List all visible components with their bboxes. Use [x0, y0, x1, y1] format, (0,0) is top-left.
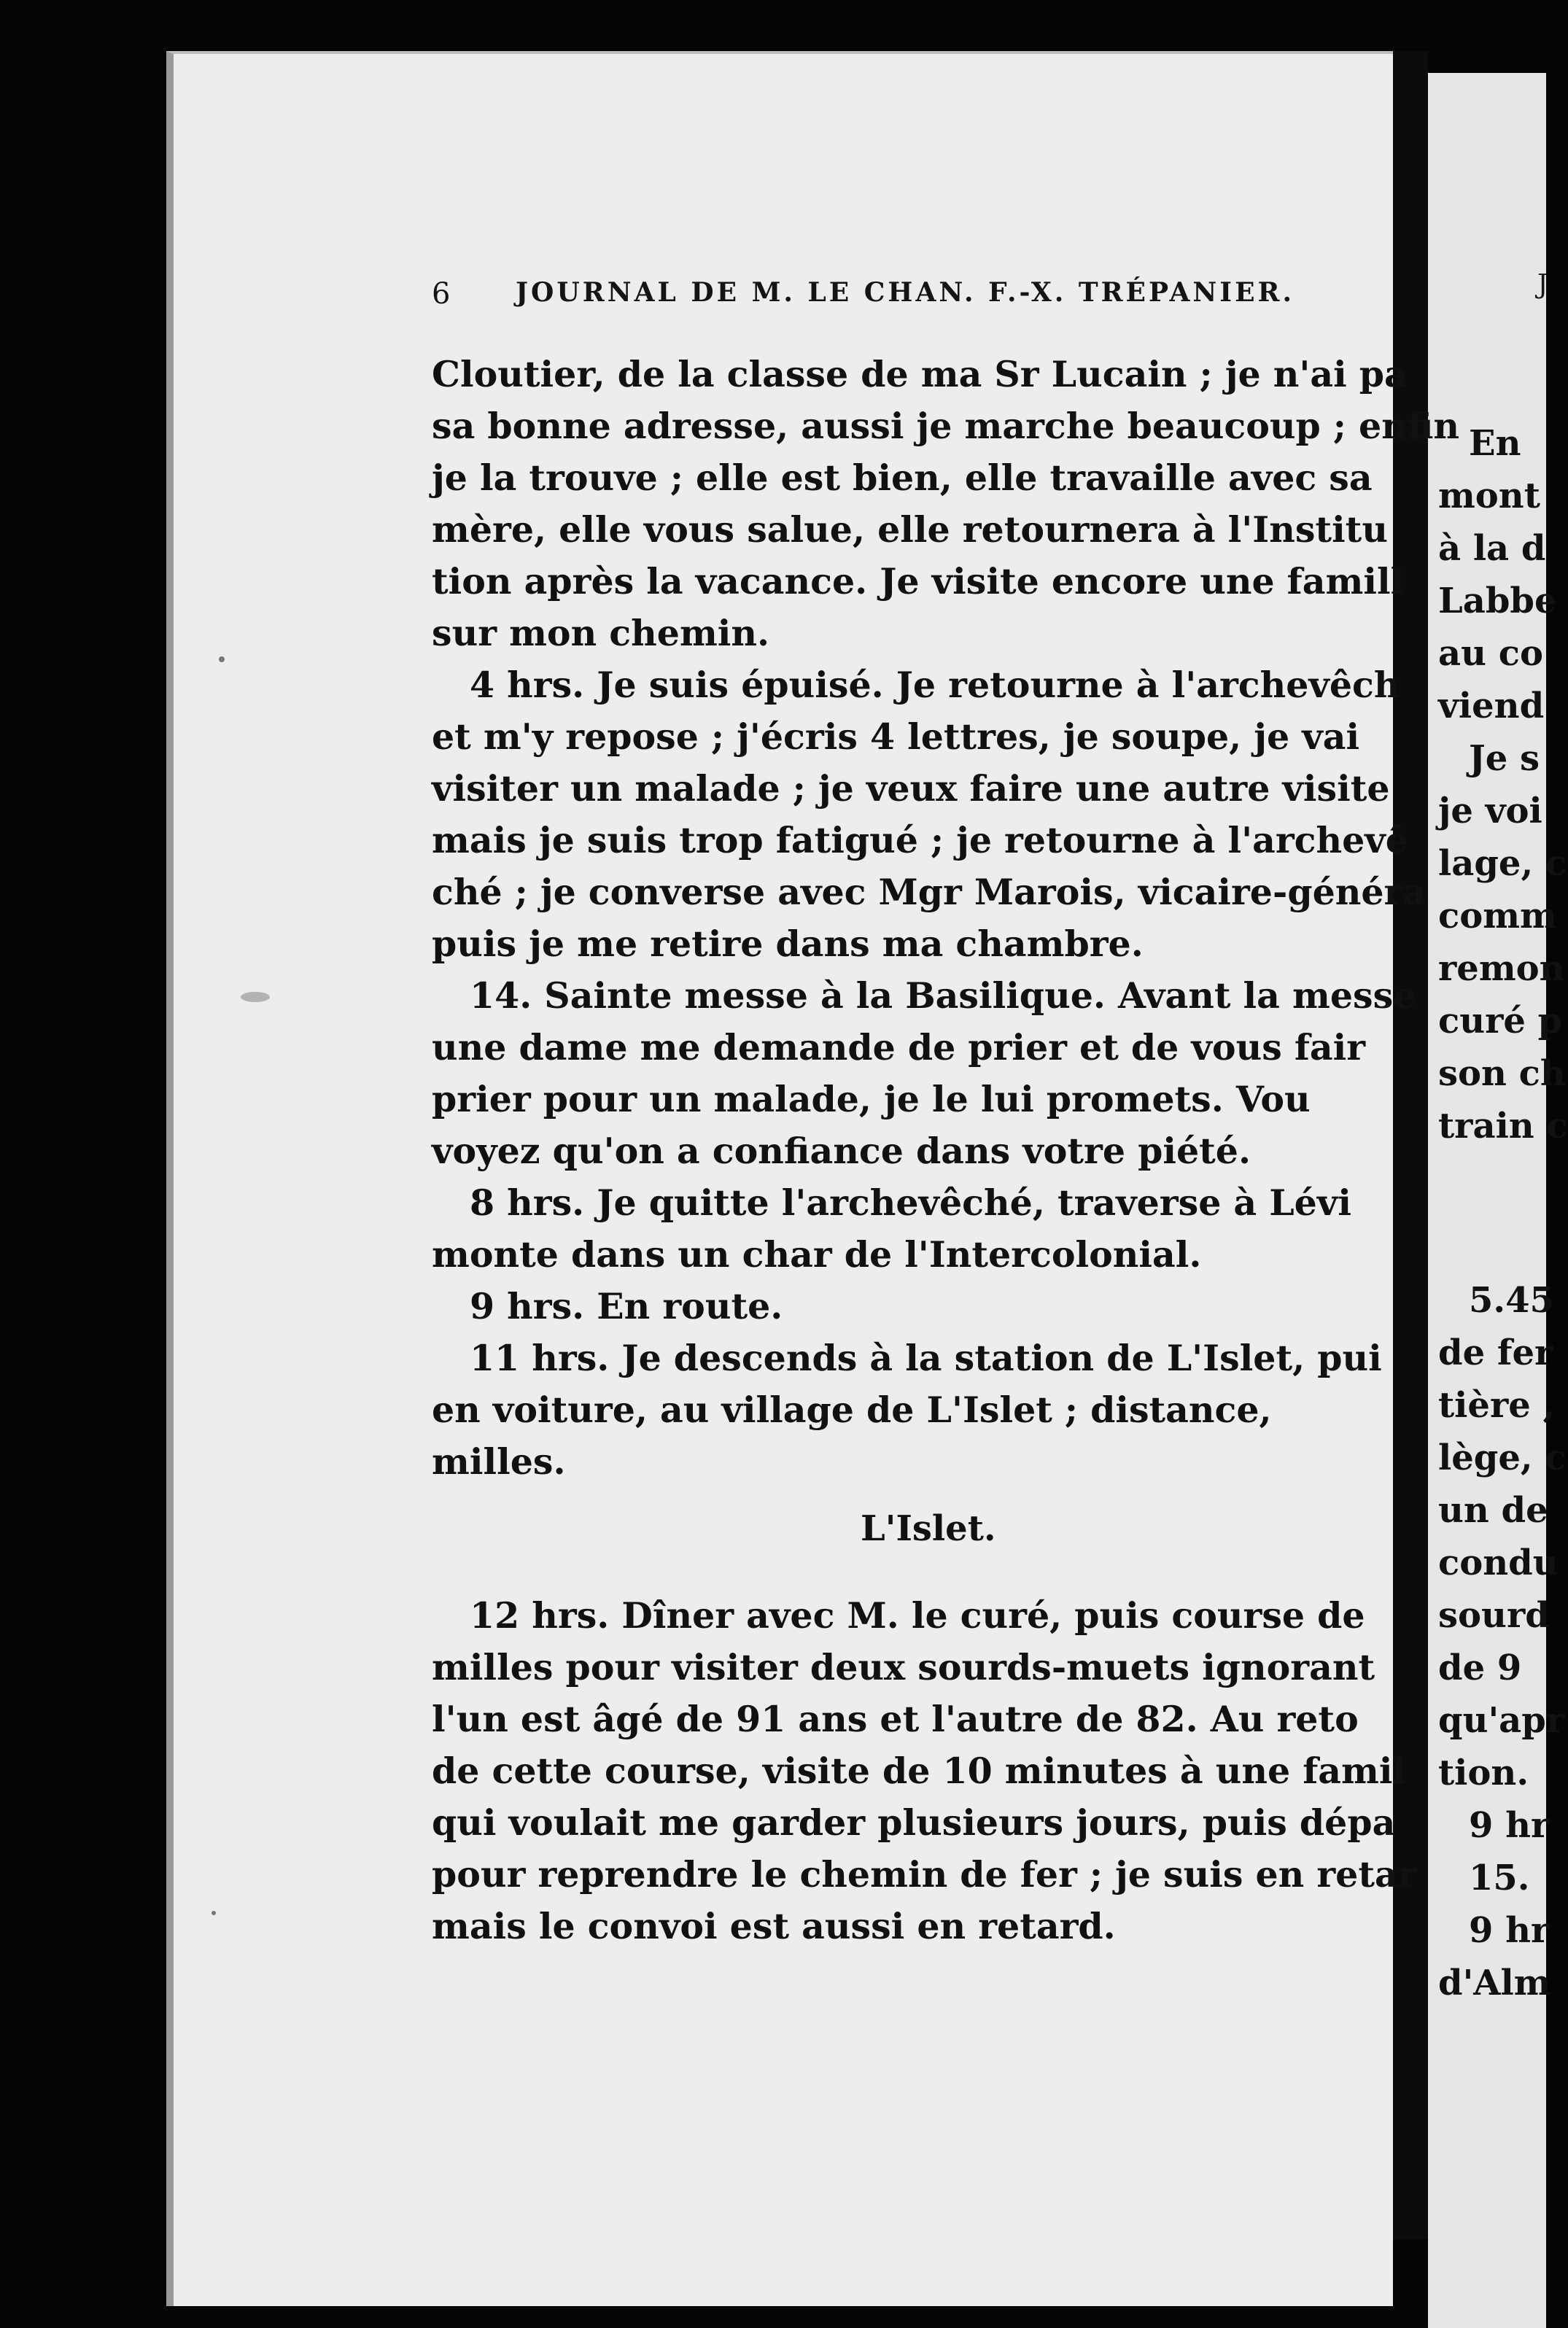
right-text-line: condu: [1438, 1543, 1559, 1583]
page-number: 6: [432, 277, 454, 311]
right-text-line: train c: [1438, 1106, 1568, 1146]
text-line: en voiture, au village de L'Islet ; distance,: [432, 1389, 1272, 1431]
text-line: visiter un malade ; je veux faire une autre visite: [432, 767, 1390, 810]
right-text-line: d'Alm: [1438, 1963, 1551, 2003]
right-text-line: son ch: [1438, 1053, 1566, 1094]
right-text-line: lage, c: [1438, 843, 1567, 884]
right-text-line: lège, c: [1438, 1437, 1567, 1478]
text-line: 11 hrs. Je descends à la station de L'Islet, pui: [470, 1337, 1382, 1379]
text-line: 9 hrs. En route.: [470, 1285, 783, 1327]
right-text-line: tière ,: [1438, 1385, 1556, 1426]
left-page-text: [432, 343, 1460, 2020]
right-text-line: de 9: [1438, 1648, 1522, 1688]
right-text-line: 9 hr: [1469, 1805, 1550, 1846]
right-text-line: qu'apr: [1438, 1700, 1565, 1741]
right-text-line: de fer: [1438, 1332, 1553, 1373]
right-text-line: remon: [1438, 948, 1565, 989]
text-line: milles pour visiter deux sourds-muets ignorant: [432, 1646, 1375, 1688]
right-text-line: Labbe: [1438, 581, 1557, 621]
right-text-line: En: [1469, 423, 1521, 464]
right-text-line: mont: [1438, 476, 1540, 516]
right-text-line: je voi: [1438, 791, 1542, 831]
right-text-line: 5.45: [1469, 1280, 1554, 1321]
right-text-line: 9 hr: [1469, 1910, 1550, 1951]
text-line: monte dans un char de l'Intercolonial.: [432, 1233, 1202, 1276]
right-text-line: comm: [1438, 896, 1557, 936]
text-line: ché ; je converse avec Mgr Marois, vicaire-généra: [432, 871, 1427, 913]
right-running-head: J: [1537, 270, 1548, 300]
right-text-line: curé p: [1438, 1001, 1563, 1041]
text-line: 4 hrs. Je suis épuisé. Je retourne à l'archevêch: [470, 664, 1400, 706]
right-text-line: au co: [1438, 633, 1543, 674]
text-line: pour reprendre le chemin de fer ; je suis en retar: [432, 1853, 1417, 1896]
right-text-line: un de: [1438, 1490, 1548, 1531]
text-line: qui voulait me garder plusieurs jours, puis dépa: [432, 1801, 1396, 1844]
text-line: puis je me retire dans ma chambre.: [432, 923, 1144, 965]
scan-speck: [241, 992, 270, 1002]
right-text-line: Je s: [1469, 738, 1540, 779]
text-line: sa bonne adresse, aussi je marche beaucoup ; enfin: [432, 405, 1460, 447]
text-line: Cloutier, de la classe de ma Sr Lucain ; je n'ai pa: [432, 353, 1408, 395]
text-line: l'un est âgé de 91 ans et l'autre de 82. Au reto: [432, 1698, 1359, 1740]
text-line: 12 hrs. Dîner avec M. le curé, puis course de: [470, 1594, 1365, 1637]
right-text-line: sourd: [1438, 1595, 1550, 1636]
right-text-line: 15.: [1469, 1858, 1530, 1898]
text-line: tion après la vacance. Je visite encore une famill: [432, 560, 1405, 602]
section-heading: L'Islet.: [861, 1508, 996, 1549]
right-text-line: viend: [1438, 686, 1545, 726]
text-line: une dame me demande de prier et de vous fair: [432, 1026, 1366, 1068]
page-header: [264, 277, 1387, 321]
text-line: prier pour un malade, je le lui promets. Vou: [432, 1078, 1311, 1120]
text-line: 14. Sainte messe à la Basilique. Avant la messe: [470, 974, 1416, 1017]
text-line: mère, elle vous salue, elle retournera à l'Institu: [432, 508, 1388, 551]
text-line: 8 hrs. Je quitte l'archevêché, traverse à Lévi: [470, 1182, 1351, 1224]
text-line: je la trouve ; elle est bien, elle travaille avec sa: [432, 457, 1373, 499]
text-line: mais je suis trop fatigué ; je retourne à l'archevê: [432, 819, 1408, 861]
text-line: milles.: [432, 1440, 566, 1483]
text-line: mais le convoi est aussi en retard.: [432, 1905, 1116, 1947]
scan-speck: [211, 1911, 216, 1915]
text-line: et m'y repose ; j'écris 4 lettres, je soupe, je vai: [432, 715, 1360, 758]
text-line: de cette course, visite de 10 minutes à une famil: [432, 1750, 1407, 1792]
text-line: voyez qu'on a confiance dans votre piété.: [432, 1130, 1251, 1172]
running-head: JOURNAL DE M. LE CHAN. F.-X. TRÉPANIER.: [516, 277, 1295, 308]
scan-speck: [219, 656, 225, 662]
right-text-line: tion.: [1438, 1753, 1529, 1793]
text-line: sur mon chemin.: [432, 612, 770, 654]
right-text-line: à la d: [1438, 528, 1546, 569]
